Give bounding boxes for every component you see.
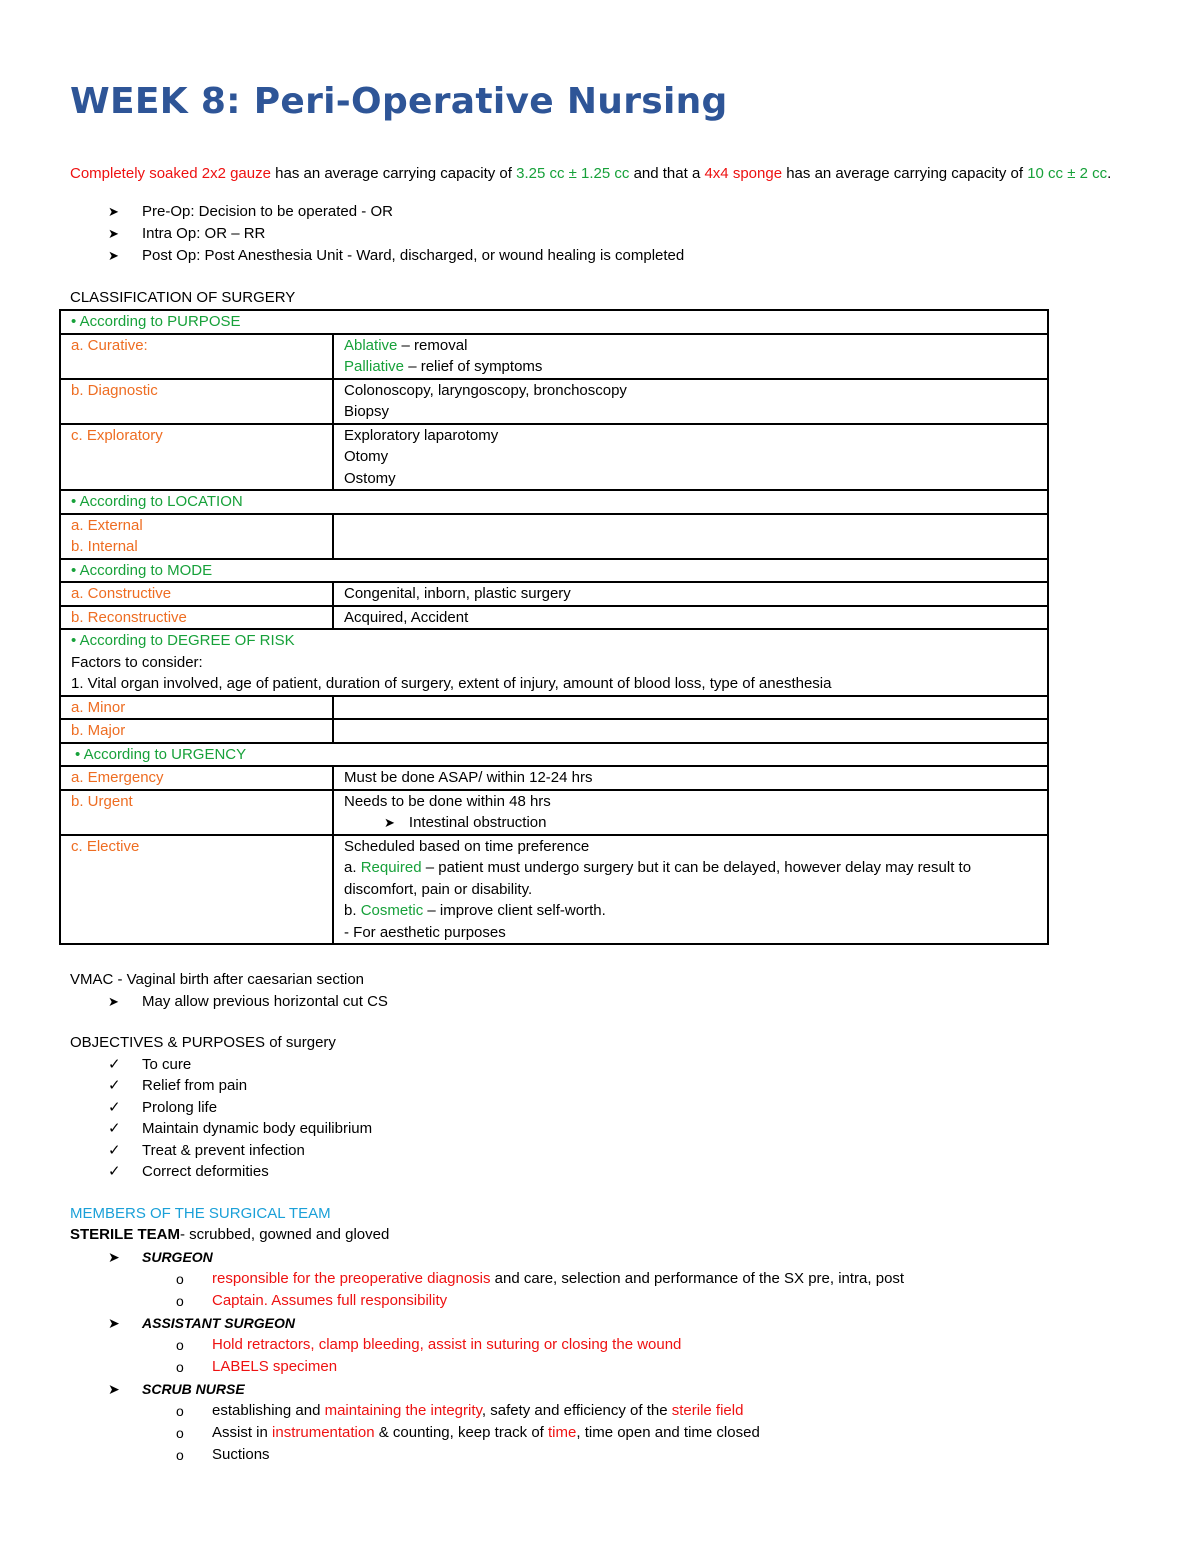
objective-text: Relief from pain [142,1077,248,1095]
cell-line: 1. Vital organ involved, age of patient, duration of surgery, extent of injury, amount of blood loss, type of anesthesia [71,675,832,693]
document-page [70,80,1130,1466]
circle-bullet-icon: o [176,1424,184,1441]
objective-text: Correct deformities [142,1163,269,1181]
table-cell: a. Constructive [60,582,333,606]
cell-text: b. [344,902,361,920]
check-icon: ✓ [108,1098,121,1116]
duty-highlight: Captain. Assumes full responsibility [212,1291,448,1309]
table-cell: b. Major [60,719,333,743]
table-row [60,424,1048,491]
cell-line [344,857,1037,900]
cell-line: - For aesthetic purposes [344,923,506,941]
table-cell [333,835,1048,945]
duty-text: & counting, keep track of [374,1423,549,1441]
duty-highlight: instrumentation [272,1423,375,1441]
urgent-example: Intestinal obstruction [408,814,547,832]
cell-line: Scheduled based on time preference [344,837,590,855]
gauze-term: Completely soaked 2x2 gauze [70,165,271,183]
duty-highlight: LABELS specimen [212,1357,338,1375]
table-cell: b. Urgent [60,790,333,835]
intro-paragraph [70,163,1130,185]
duty-text: establishing and [212,1401,325,1419]
list-item [70,1334,1130,1356]
palliative-desc: – relief of symptoms [404,358,543,376]
duty-text: Suctions [212,1445,270,1463]
objective-text: To cure [142,1055,192,1073]
list-item [70,991,1130,1013]
list-item [70,1444,1130,1466]
cell-line: Colonoscopy, laryngoscopy, bronchoscopy [344,381,627,399]
table-cell [333,696,1048,720]
ablative-desc: – removal [397,336,468,354]
scrub-duties [70,1400,1130,1466]
surgeon-duties [70,1268,1130,1312]
objective-text: Treat & prevent infection [142,1141,305,1159]
circle-bullet-icon: o [176,1336,184,1353]
duty-text: Assist in [212,1423,273,1441]
circle-bullet-icon: o [176,1358,184,1375]
table-row [60,490,1048,514]
role-title: SCRUB NURSE [142,1380,245,1397]
table-row [60,334,1048,379]
table-cell [333,424,1048,491]
list-item [70,245,1130,267]
table-row [60,582,1048,606]
vmac-sub: May allow previous horizontal cut CS [142,992,388,1010]
circle-bullet-icon: o [176,1292,184,1309]
arrow-bullet-icon: ➤ [108,248,119,264]
table-cell: b. Diagnostic [60,379,333,424]
list-item [70,201,1130,223]
table-cell: a. Emergency [60,766,333,790]
list-item [70,1161,1130,1183]
check-icon: ✓ [108,1163,121,1181]
list-item [70,1356,1130,1378]
team-list [70,1312,1130,1334]
cell-text: a. [344,859,361,877]
table-cell: Acquired, Accident [333,606,1048,630]
table-cell: c. Elective [60,835,333,945]
arrow-bullet-icon: ➤ [108,204,119,220]
intro-text: and that a [629,165,705,183]
arrow-bullet-icon: ➤ [108,993,119,1009]
objectives-section [70,1032,1130,1183]
ablative-term: Ablative [344,336,398,354]
table-cell [333,379,1048,424]
vmac-section [70,969,1130,1012]
table-cell [333,514,1048,559]
table-row [60,559,1048,583]
list-item [70,1246,1130,1268]
table-cell [60,514,333,559]
sterile-team-label: STERILE TEAM [70,1226,181,1244]
duty-highlight: maintaining the integrity [324,1401,482,1419]
table-cell [333,334,1048,379]
duty-text: , time open and time closed [576,1423,760,1441]
arrow-bullet-icon: ➤ [108,1248,120,1265]
table-cell: b. Reconstructive [60,606,333,630]
duty-text: and care, selection and performance of the SX pre, intra, post [490,1269,905,1287]
urgency-header: • According to URGENCY [60,743,1048,767]
cell-line: Needs to be done within 48 hrs [344,792,551,810]
intro-text: has an average carrying capacity of [782,165,1028,183]
phases-list [70,201,1130,267]
table-row [60,379,1048,424]
duty-highlight: time [548,1423,577,1441]
list-item [70,1312,1130,1334]
team-section [70,1203,1130,1466]
list-item [70,1140,1130,1162]
objectives-heading: OBJECTIVES & PURPOSES of surgery [70,1034,336,1052]
objective-text: Prolong life [142,1098,218,1116]
arrow-bullet-icon: ➤ [108,226,119,242]
intro-text: has an average carrying capacity of [270,165,517,183]
arrow-bullet-icon: ➤ [108,1380,120,1397]
table-row [60,719,1048,743]
list-item [70,1054,1130,1076]
list-item [70,223,1130,245]
cell-line: b. Internal [71,538,138,556]
table-row [60,696,1048,720]
cell-line [344,812,1037,834]
cell-line: Factors to consider: [71,653,203,671]
cell-line: a. External [71,516,143,534]
cosmetic-term: Cosmetic [360,902,424,920]
vmac-line: VMAC - Vaginal birth after caesarian section [70,971,365,989]
palliative-term: Palliative [344,358,405,376]
team-list [70,1378,1130,1400]
list-item [70,1075,1130,1097]
phase-text: Intra Op: OR – RR [142,225,266,243]
classification-table [59,309,1049,945]
table-cell: c. Exploratory [60,424,333,491]
table-cell: Congenital, inborn, plastic surgery [333,582,1048,606]
table-row [60,310,1048,334]
table-row [60,606,1048,630]
role-title: SURGEON [142,1248,213,1265]
phase-text: Pre-Op: Decision to be operated - OR [142,203,393,221]
sterile-team-desc: - scrubbed, gowned and gloved [180,1226,390,1244]
table-row [60,790,1048,835]
cell-line: Biopsy [344,403,390,421]
duty-text: , safety and efficiency of the [481,1401,672,1419]
table-cell: a. Minor [60,696,333,720]
sponge-capacity: 10 cc ± 2 cc [1027,165,1108,183]
table-row [60,743,1048,767]
objective-text: Maintain dynamic body equilibrium [142,1120,373,1138]
check-icon: ✓ [108,1141,121,1159]
sponge-term: 4x4 sponge [704,165,783,183]
purpose-header: • According to PURPOSE [60,310,1048,334]
table-row [60,514,1048,559]
table-cell [333,790,1048,835]
arrow-bullet-icon: ➤ [384,815,395,831]
duty-highlight: Hold retractors, clamp bleeding, assist in suturing or closing the wound [212,1335,682,1353]
vmac-list [70,991,1130,1013]
cell-line [344,900,1037,922]
page-title: WEEK 8: Peri-Operative Nursing [70,81,728,122]
table-row [60,766,1048,790]
check-icon: ✓ [108,1120,121,1138]
classification-heading: CLASSIFICATION OF SURGERY [70,289,296,307]
arrow-bullet-icon: ➤ [108,1314,120,1331]
cell-line: Exploratory laparotomy [344,426,499,444]
phase-text: Post Op: Post Anesthesia Unit - Ward, discharged, or wound healing is completed [142,247,685,265]
list-item [70,1400,1130,1422]
table-cell [333,719,1048,743]
circle-bullet-icon: o [176,1446,184,1463]
list-item [70,1378,1130,1400]
team-heading: MEMBERS OF THE SURGICAL TEAM [70,1204,331,1222]
intro-text: . [1107,165,1112,183]
cell-line: Otomy [344,448,389,466]
sterile-team-line [70,1224,1130,1246]
cell-line: Ostomy [344,469,396,487]
cell-text: – improve client self-worth. [423,902,606,920]
required-term: Required [360,859,422,877]
table-row [60,629,1048,696]
circle-bullet-icon: o [176,1270,184,1287]
risk-header: • According to DEGREE OF RISK [71,632,295,650]
mode-header: • According to MODE [60,559,1048,583]
circle-bullet-icon: o [176,1402,184,1419]
list-item [70,1268,1130,1290]
cell-text: – patient must undergo surgery but it can be delayed, however delay may result to discomfort, pain or disability. [344,859,972,898]
location-header: • According to LOCATION [60,490,1048,514]
check-icon: ✓ [108,1055,121,1073]
objectives-list [70,1054,1130,1183]
role-title: ASSISTANT SURGEON [142,1314,295,1331]
table-row [60,835,1048,945]
gauze-capacity: 3.25 cc ± 1.25 cc [516,165,630,183]
table-cell: Must be done ASAP/ within 12-24 hrs [333,766,1048,790]
list-item [70,1422,1130,1444]
list-item [70,1118,1130,1140]
duty-highlight: sterile field [671,1401,744,1419]
list-item [70,1097,1130,1119]
assistant-duties [70,1334,1130,1378]
list-item [70,1290,1130,1312]
table-cell: a. Curative: [60,334,333,379]
duty-highlight: responsible for the preoperative diagnosis [212,1269,491,1287]
check-icon: ✓ [108,1077,121,1095]
table-cell [60,629,1048,696]
team-list [70,1246,1130,1268]
